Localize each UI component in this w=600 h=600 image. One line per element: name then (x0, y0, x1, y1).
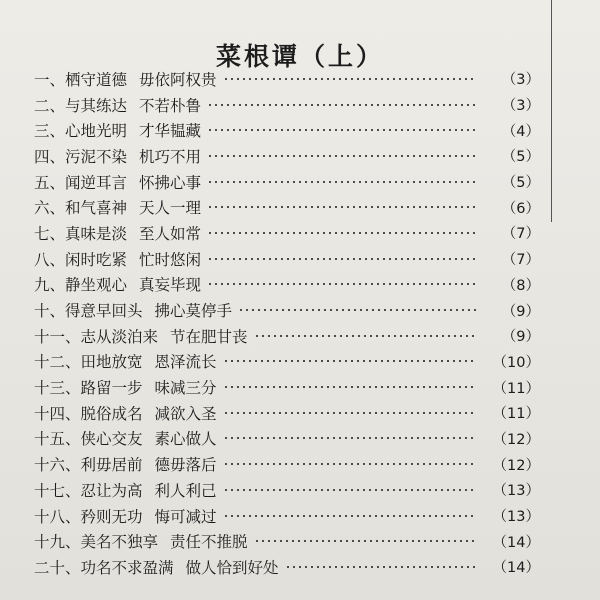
toc-entry (34, 528, 540, 554)
entry-phrase-1: 栖守道德 (65, 70, 128, 89)
entry-phrase-2: 德毋落后 (154, 456, 217, 475)
dot-leader (223, 514, 476, 518)
toc-entry (34, 400, 540, 426)
toc-entry (34, 503, 540, 529)
entry-page-number: （13） (492, 509, 540, 526)
entry-number: 十二、 (34, 353, 81, 372)
entry-phrase-2: 责任不推脱 (170, 533, 248, 552)
dot-leader (223, 77, 476, 81)
dot-leader (207, 128, 476, 132)
entry-phrase-2: 忙时悠闲 (139, 250, 202, 269)
entry-page-number: （10） (492, 354, 540, 371)
entry-phrase-1: 忍让为高 (80, 481, 143, 500)
entry-number: 八、 (34, 250, 66, 269)
dot-leader (207, 257, 476, 261)
toc-entry (34, 66, 540, 92)
toc-entry (34, 272, 540, 298)
entry-page-number: （7） (501, 252, 540, 269)
toc-entry (34, 426, 540, 452)
dot-leader (223, 385, 476, 389)
entry-phrase-2: 拂心莫停手 (154, 302, 233, 321)
entry-number: 十一、 (34, 327, 81, 346)
entry-page-number: （6） (501, 200, 540, 217)
entry-number: 二十、 (34, 558, 81, 577)
entry-phrase-2: 至人如常 (139, 224, 202, 243)
entry-phrase-1: 与其练达 (65, 96, 128, 115)
toc-entry (34, 323, 540, 349)
entry-number: 三、 (34, 122, 66, 141)
dot-leader (223, 411, 476, 415)
entry-phrase-2: 不若朴鲁 (139, 96, 202, 115)
entry-phrase-2: 素心做人 (154, 430, 217, 449)
entry-phrase-1: 脱俗成名 (80, 404, 143, 423)
entry-phrase-2: 恩泽流长 (154, 353, 217, 372)
entry-phrase-2: 悔可减过 (154, 507, 217, 526)
entry-page-number: （11） (492, 380, 540, 397)
entry-phrase-1: 矜则无功 (80, 507, 143, 526)
entry-phrase-1: 静坐观心 (65, 276, 128, 295)
entry-phrase-2: 机巧不用 (139, 147, 202, 166)
entry-phrase-2: 怀拂心事 (139, 173, 202, 192)
toc-entry (34, 92, 540, 118)
entry-number: 十八、 (34, 507, 81, 526)
entry-phrase-2: 毋依阿权贵 (139, 70, 217, 89)
dot-leader (223, 488, 476, 492)
dot-leader (207, 154, 476, 158)
table-of-contents (34, 66, 540, 580)
entry-number: 四、 (34, 147, 66, 166)
entry-phrase-2: 利人利己 (154, 481, 217, 500)
entry-page-number: （11） (492, 406, 540, 423)
entry-phrase-1: 闲时吃紧 (65, 250, 128, 269)
entry-page-number: （14） (492, 534, 540, 551)
entry-phrase-1: 真味是淡 (65, 224, 128, 243)
entry-page-number: （7） (501, 226, 540, 243)
dot-leader (285, 565, 476, 569)
entry-phrase-1: 闻逆耳言 (65, 173, 128, 192)
entry-page-number: （3） (501, 98, 540, 115)
entry-page-number: （3） (501, 72, 540, 89)
entry-phrase-2: 天人一理 (139, 199, 202, 218)
entry-page-number: （8） (501, 277, 540, 294)
toc-entry (34, 374, 540, 400)
toc-entry (34, 349, 540, 375)
entry-phrase-1: 得意早回头 (65, 302, 143, 321)
entry-page-number: （14） (492, 560, 540, 577)
entry-number: 十六、 (34, 456, 81, 475)
entry-page-number: （5） (501, 149, 540, 166)
entry-number: 五、 (34, 173, 66, 192)
entry-number: 九、 (34, 276, 66, 295)
dot-leader (223, 436, 476, 440)
entry-page-number: （4） (501, 123, 540, 140)
entry-number: 二、 (34, 96, 66, 115)
entry-phrase-1: 美名不独享 (80, 533, 159, 552)
dot-leader (207, 231, 476, 235)
toc-entry (34, 451, 540, 477)
toc-entry (34, 117, 540, 143)
entry-page-number: （13） (492, 483, 540, 500)
toc-entry (34, 477, 540, 503)
dot-leader (254, 334, 476, 338)
toc-entry (34, 246, 540, 272)
margin-rule (551, 0, 552, 222)
entry-phrase-2: 做人恰到好处 (185, 558, 279, 577)
entry-phrase-1: 利毋居前 (80, 456, 143, 475)
entry-page-number: （5） (501, 175, 540, 192)
entry-number: 六、 (34, 199, 66, 218)
entry-number: 十三、 (34, 379, 81, 398)
toc-entry (34, 194, 540, 220)
entry-number: 七、 (34, 224, 66, 243)
entry-phrase-1: 心地光明 (65, 122, 128, 141)
entry-page-number: （9） (501, 329, 540, 346)
entry-number: 十四、 (34, 404, 81, 423)
entry-phrase-2: 味减三分 (154, 379, 217, 398)
entry-page-number: （9） (501, 303, 540, 320)
dot-leader (223, 359, 476, 363)
dot-leader (254, 539, 476, 543)
dot-leader (207, 180, 476, 184)
entry-phrase-2: 真妄毕现 (139, 276, 202, 295)
dot-leader (207, 205, 476, 209)
dot-leader (207, 282, 476, 286)
entry-phrase-2: 减欲入圣 (154, 404, 217, 423)
entry-phrase-2: 才华韫藏 (139, 122, 202, 141)
toc-entry (34, 220, 540, 246)
toc-entry (34, 169, 540, 195)
dot-leader (207, 103, 476, 107)
entry-number: 十九、 (34, 533, 81, 552)
entry-phrase-1: 路留一步 (80, 379, 143, 398)
entry-number: 十七、 (34, 481, 81, 500)
entry-phrase-1: 田地放宽 (80, 353, 143, 372)
entry-phrase-2: 节在肥甘丧 (170, 327, 248, 346)
entry-number: 十、 (34, 302, 66, 321)
toc-entry (34, 554, 540, 580)
entry-phrase-1: 志从淡泊来 (80, 327, 159, 346)
entry-phrase-1: 和气喜神 (65, 199, 128, 218)
entry-number: 一、 (34, 70, 66, 89)
dot-leader (223, 462, 476, 466)
dot-leader (238, 308, 476, 312)
entry-phrase-1: 功名不求盈满 (80, 558, 174, 577)
entry-page-number: （12） (492, 431, 540, 448)
entry-page-number: （12） (492, 457, 540, 474)
entry-phrase-1: 侠心交友 (80, 430, 143, 449)
entry-number: 十五、 (34, 430, 81, 449)
entry-phrase-1: 污泥不染 (65, 147, 128, 166)
page-title: 菜根谭（上） (215, 41, 384, 71)
toc-entry (34, 143, 540, 169)
toc-entry (34, 297, 540, 323)
